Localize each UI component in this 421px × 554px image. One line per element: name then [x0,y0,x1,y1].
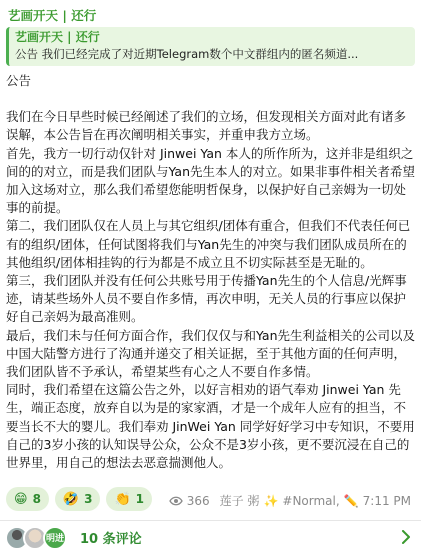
avatar: 明进 [43,526,67,550]
sparkles-icon: ✨ [263,493,279,508]
message-paragraph: 公告 [6,73,32,88]
message-paragraph: 最后，我们未与任何方面合作，我们仅仅与和Yan先生利益相关的公司以及中国大陆警方进行了沟通并递交了相关证据，至于其他方面的任何声明，我们团队皆不予承认，希望某些有心之人不要自作多情。 [6,327,415,380]
post-time: 7:11 PM [362,493,411,508]
reaction-clap[interactable] [106,487,152,511]
reactions-bar [6,487,152,511]
message-paragraph: 我们在今日早些时候已经阐述了我们的立场，但发现相关方面对此有诸多误解，本公告旨在再次阐明相关事实，并重申我方立场。 [6,109,407,143]
reaction-rofl[interactable] [55,487,101,511]
message-paragraph: 首先，我方一切行动仅针对 Jinwei Yan 本人的所作所为，这并非是组织之间的的对立，而是我们团队与Yan先生本人的对立。如果非事件相关者希望加入这场对立，那么我们希望您能明哲保身，以保护好自己亲姆为一切处事的前提。 [6,145,415,216]
reaction-count: 8 [32,492,41,506]
reply-quote[interactable] [6,27,415,66]
pencil-icon: ✏️ [343,493,359,508]
view-count: 366 [186,493,210,508]
commenter-avatars [5,524,75,552]
comments-label[interactable]: 10 条评论 [80,532,142,547]
reply-preview-text: 公告 我们已经完成了对近期Telegram数个中文群组内的匿名频道... [15,47,359,61]
post-tag: #Normal, [282,493,340,508]
message-paragraph: 第三，我们团队并没有任何公共账号用于传播Yan先生的个人信息/光辉事迹，请某些场外人员不要自作多情，再次申明，无关人员的行事应以保护好自己亲妈为最高准则。 [6,273,407,325]
reaction-grinning[interactable] [6,487,49,511]
message-paragraph: 同时，我们希望在这篇公告之外，以好言相劝的语气奉劝 Jinwei Yan 先生，端正态度，放弃自以为是的家家酒，才是一个成年人应有的担当，不要当长不大的婴儿。我们奉劝 JinWei Yan 同学好好学习中专知识，不要用自己的3岁小孩的认知误导公众，公众不是3岁小孩，更不要沉浸在自己的世界里，用自己的想法去恶意揣测他人。 [6,382,415,471]
reply-title: 艺画开天 | 还行 [15,30,100,44]
message-meta [169,492,411,509]
clapping-hands-icon: 👏 [114,491,131,507]
chevron-right-icon[interactable] [401,530,411,544]
eye-icon [169,496,183,506]
channel-title[interactable]: 艺画开天 | 还行 [8,8,97,23]
rofl-face-icon: 🤣 [62,491,80,507]
paragraph-gap [6,90,416,108]
author-name: 莲子 粥 [219,494,260,508]
reaction-count: 1 [135,492,145,506]
message-paragraph: 第二，我们团队仅在人员上与其它组织/团体有重合，但我们不代表任何已有的组织/团体，任何试图将我们与Yan先生的冲突与我们团队成员所在的其他组织/团体相挂钩的行为都是不成立且不切实际甚至是无耻的。 [6,218,411,270]
message-body [6,72,416,472]
comments-bar[interactable] [0,521,421,554]
reaction-count: 3 [84,492,93,506]
grinning-face-icon: 😁 [14,491,28,507]
